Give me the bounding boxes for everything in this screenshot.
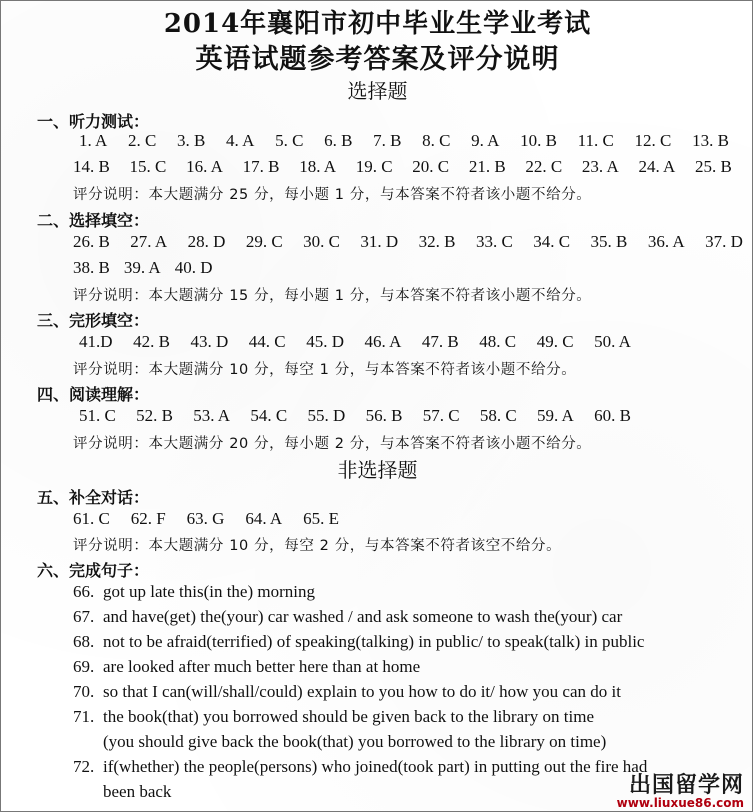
answer-item: 55. D [307, 406, 346, 425]
answer-item: 31. D [360, 232, 399, 251]
answer-item: 50. A [594, 332, 631, 351]
fill-answers-row-2 [73, 258, 226, 278]
fill-heading: 二、选择填空： [37, 211, 150, 230]
sentence-item [73, 607, 622, 627]
answer-item: 24. A [638, 157, 676, 176]
nonchoice-section-title: 非选择题 [337, 458, 418, 482]
answer-item: 8. C [422, 131, 451, 150]
sentence-item [73, 657, 420, 677]
sentence-text: are looked after much better here than at home [103, 657, 421, 676]
fill-answers-row-1 [73, 232, 743, 252]
sentence-continuation: been back [103, 782, 172, 801]
answer-item: 37. D [705, 232, 743, 251]
listening-answers-row-2 [73, 157, 732, 177]
reading-scoring-note: 评分说明：本大题满分 20 分，每小题 2 分，与本答案不符者该小题不给分。 [73, 436, 592, 452]
sentence-text: got up late this(in the) morning [103, 582, 315, 601]
answer-item: 13. B [692, 131, 729, 150]
answer-item: 45. D [306, 332, 344, 351]
answer-item: 26. B [73, 232, 110, 251]
sentence-text: if(whether) the people(persons) who joined(took part) in putting out the fire had [103, 757, 648, 776]
answer-item: 39. A [123, 258, 161, 277]
answer-item: 3. B [177, 131, 206, 150]
answer-item: 64. A [245, 509, 283, 528]
answer-item: 62. F [130, 509, 166, 528]
sentence-item [73, 682, 621, 702]
cloze-answers-row [79, 332, 631, 352]
answer-item: 32. B [418, 232, 456, 251]
answer-item: 53. A [193, 406, 231, 425]
answer-item: 47. B [421, 332, 459, 351]
answer-item: 22. C [525, 157, 563, 176]
answer-item: 6. B [324, 131, 353, 150]
answer-item: 34. C [533, 232, 571, 251]
sentence-text: so that I can(will/shall/could) explain to you how to do it/ how you can do it [103, 682, 621, 701]
sentence-number: 67. [73, 607, 95, 626]
answer-item: 40. D [174, 258, 213, 277]
answer-item: 28. D [187, 232, 226, 251]
answer-item: 29. C [245, 232, 283, 251]
answer-item: 9. A [471, 131, 500, 150]
page-title: 2014年襄阳市初中毕业生学业考试 [163, 9, 592, 39]
answer-item: 16. A [186, 157, 223, 176]
answer-item: 52. B [136, 406, 173, 425]
answer-item: 27. A [130, 232, 168, 251]
answer-item: 7. B [373, 131, 402, 150]
sentence-item [73, 757, 647, 777]
answer-item: 44. C [248, 332, 286, 351]
answer-item: 19. C [355, 157, 393, 176]
sentence-number: 69. [73, 657, 95, 676]
answer-item: 2. C [128, 131, 157, 150]
answer-item: 42. B [133, 332, 170, 351]
sentence-number: 66. [73, 582, 95, 601]
answer-item: 56. B [365, 406, 403, 425]
answer-item: 25. B [695, 157, 732, 176]
answer-item: 14. B [73, 157, 110, 176]
answer-item: 61. C [73, 509, 110, 528]
sentences-heading: 六、完成句子： [37, 561, 150, 580]
listening-scoring-note: 评分说明：本大题满分 25 分，每小题 1 分，与本答案不符者该小题不给分。 [73, 187, 592, 203]
sentence-continuation: (you should give back the book(that) you borrowed to the library on time) [103, 732, 607, 751]
choice-section-title: 选择题 [347, 79, 408, 103]
sentence-text: not to be afraid(terrified) of speaking(talking) in public/ to speak(talk) in public [103, 632, 645, 651]
answer-item: 35. B [590, 232, 628, 251]
answer-item: 4. A [226, 131, 255, 150]
answer-item: 59. A [536, 406, 574, 425]
dialogue-scoring-note: 评分说明：本大题满分 10 分，每空 2 分，与本答案不符者该空不给分。 [73, 538, 562, 554]
watermark-name: 出国留学网 [628, 773, 744, 798]
answer-item: 18. A [299, 157, 337, 176]
reading-heading: 四、阅读理解： [37, 385, 150, 404]
sentence-item [73, 632, 644, 652]
answer-item: 17. B [242, 157, 280, 176]
reading-answers-row [79, 406, 631, 426]
cloze-heading: 三、完形填空： [37, 311, 150, 330]
answer-item: 20. C [412, 157, 450, 176]
fill-scoring-note: 评分说明：本大题满分 15 分，每小题 1 分，与本答案不符者该小题不给分。 [73, 288, 592, 304]
answer-item: 36. A [647, 232, 685, 251]
answer-item: 15. C [129, 157, 167, 176]
sentence-number: 70. [73, 682, 95, 701]
listening-answers-row-1 [79, 131, 729, 151]
answer-item: 23. A [581, 157, 619, 176]
answer-item: 57. C [422, 406, 460, 425]
answer-item: 48. C [479, 332, 517, 351]
answer-item: 1. A [79, 131, 108, 150]
listening-heading: 一、听力测试： [37, 112, 150, 131]
answer-item: 5. C [275, 131, 304, 150]
answer-item: 51. C [79, 406, 116, 425]
answer-item: 58. C [479, 406, 517, 425]
dialogue-heading: 五、补全对话： [37, 488, 150, 507]
answer-item: 21. B [468, 157, 506, 176]
answer-item: 46. A [364, 332, 402, 351]
answer-item: 12. C [634, 131, 672, 150]
answer-item: 60. B [594, 406, 631, 425]
answer-item: 43. D [190, 332, 229, 351]
answer-item: 33. C [475, 232, 513, 251]
page-subtitle: 英语试题参考答案及评分说明 [195, 44, 560, 75]
sentence-item [73, 582, 315, 602]
sentence-text: the book(that) you borrowed should be given back to the library on time [103, 707, 594, 726]
sentence-text: and have(get) the(your) car washed / and ask someone to wash the(your) car [103, 607, 623, 626]
sentence-number: 71. [73, 707, 95, 726]
answer-item: 63. G [186, 509, 225, 528]
answer-item: 11. C [577, 131, 614, 150]
answer-item: 30. C [303, 232, 340, 251]
sentence-item [73, 707, 594, 727]
answer-item: 65. E [303, 509, 339, 528]
answer-item: 41.D [79, 332, 113, 351]
sentence-number: 72. [73, 757, 95, 776]
answer-item: 49. C [536, 332, 574, 351]
watermark-url: www.liuxue86.com [616, 796, 744, 810]
dialogue-answers-row [73, 509, 339, 529]
site-watermark [617, 775, 744, 809]
cloze-scoring-note: 评分说明：本大题满分 10 分，每空 1 分，与本答案不符者该小题不给分。 [73, 362, 577, 378]
answer-item: 54. C [250, 406, 288, 425]
sentence-number: 68. [73, 632, 95, 651]
answer-item: 10. B [520, 131, 557, 150]
answer-item: 38. B [73, 258, 110, 277]
